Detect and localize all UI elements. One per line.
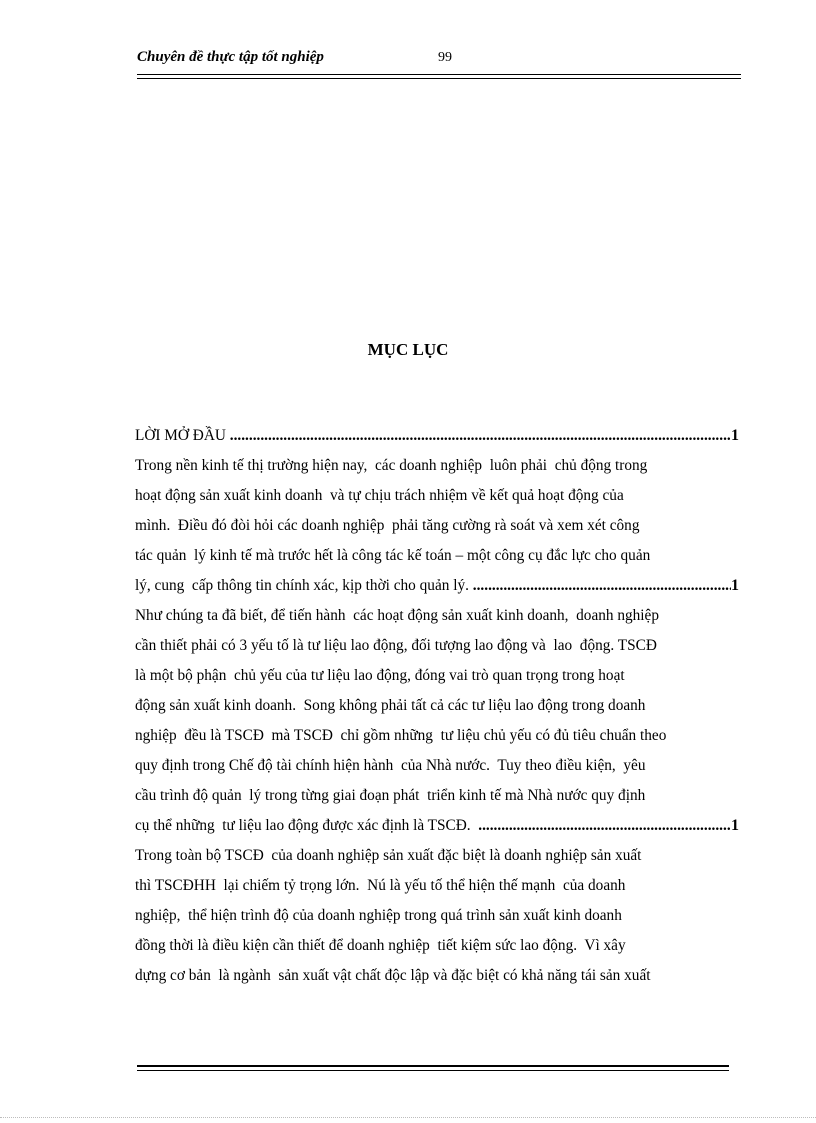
toc-text-line: là một bộ phận chủ yếu của tư liệu lao động, đóng vai trò quan trọng trong hoạt — [135, 667, 625, 684]
toc-text-line: động sản xuất kinh doanh. Song không phải tất cả các tư liệu lao động trong doanh — [135, 697, 646, 714]
toc-entry — [135, 421, 739, 451]
toc-page-number: 1 — [731, 817, 739, 834]
toc-text-line: đồng thời là điều kiện cần thiết để doanh nghiệp tiết kiệm sức lao động. Vì xây — [135, 937, 626, 954]
toc-entry-text: cụ thể những tư liệu lao động được xác định là TSCĐ. — [135, 817, 479, 834]
toc-text-line: cần thiết phải có 3 yếu tố là tư liệu lao động, đối tượng lao động và lao động. TSCĐ — [135, 637, 657, 654]
toc-leader-dots — [478, 811, 731, 841]
toc-text-line: mình. Điều đó đòi hỏi các doanh nghiệp phải tăng cường rà soát và xem xét công — [135, 517, 640, 534]
toc-entry — [135, 571, 739, 601]
toc-page-number: 1 — [731, 427, 739, 444]
toc-text-line: quy định trong Chế độ tài chính hiện hành của Nhà nước. Tuy theo điều kiện, yêu — [135, 757, 646, 774]
toc-text-line: nghiệp, thể hiện trình độ của doanh nghiệp trong quá trình sản xuất kinh doanh — [135, 907, 622, 924]
toc-text-line: Trong toàn bộ TSCĐ của doanh nghiệp sản xuất đặc biệt là doanh nghiệp sản xuất — [135, 847, 642, 864]
toc-entry — [135, 811, 739, 841]
toc-leader-dots — [230, 421, 731, 451]
toc-text-line: hoạt động sản xuất kinh doanh và tự chịu trách nhiệm về kết quả hoạt động của — [135, 487, 624, 504]
toc-text-line: dựng cơ bản là ngành sản xuất vật chất độc lập và đặc biệt có khả năng tái sản xuất — [135, 967, 651, 984]
toc-text-line: thì TSCĐHH lại chiếm tỷ trọng lớn. Nú là yếu tố thể hiện thế mạnh của doanh — [135, 877, 626, 894]
document-title: MỤC LỤC — [367, 340, 449, 359]
header-double-rule — [137, 74, 741, 79]
toc-text-line: tác quản lý kinh tế mà trước hết là công tác kế toán – một công cụ đắc lực cho quản — [135, 547, 651, 564]
toc-page-number: 1 — [731, 577, 739, 594]
toc-text-line: cầu trình độ quản lý trong từng giai đoạn phát triển kinh tế mà Nhà nước quy định — [135, 787, 646, 804]
toc-text-line: Như chúng ta đã biết, để tiến hành các hoạt động sản xuất kinh doanh, doanh nghiệp — [135, 607, 660, 624]
toc-text-line: Trong nền kinh tế thị trường hiện nay, các doanh nghiệp luôn phải chủ động trong — [135, 457, 648, 474]
page-header — [137, 47, 741, 71]
toc-text-line: nghiệp đều là TSCĐ mà TSCĐ chỉ gồm những tư liệu chủ yếu có đủ tiêu chuẩn theo — [135, 727, 667, 744]
toc-leader-dots — [473, 571, 731, 601]
table-of-contents — [135, 421, 739, 991]
header-title: Chuyên đề thực tập tốt nghiệp — [137, 49, 324, 65]
header-page-number: 99 — [438, 50, 452, 65]
footer-double-rule — [137, 1065, 729, 1071]
toc-entry-text: LỜI MỞ ĐẦU — [135, 427, 230, 444]
page-bottom-border — [0, 1117, 816, 1118]
toc-entry-text: lý, cung cấp thông tin chính xác, kịp thời cho quản lý. — [135, 577, 473, 594]
